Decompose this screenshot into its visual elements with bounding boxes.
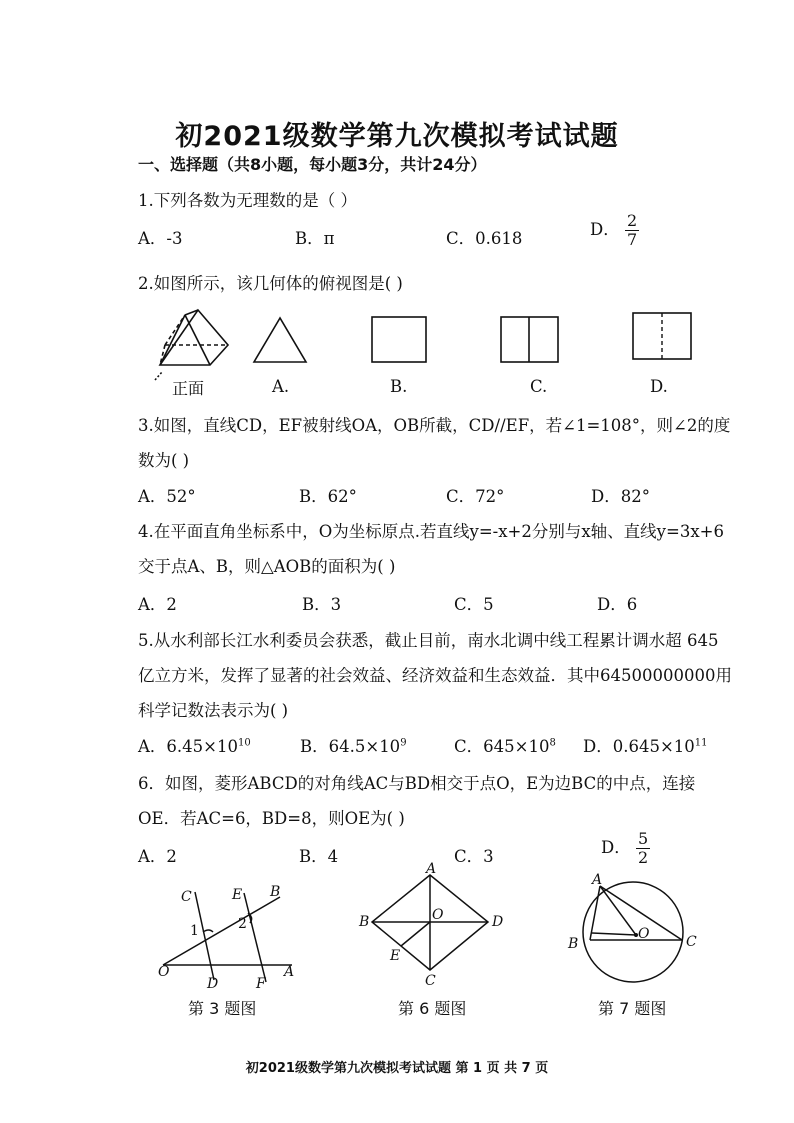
figure-6-caption: 第 6 题图 xyxy=(398,999,467,1018)
q2-option-d: D. xyxy=(650,377,668,396)
q4-option-b: B．3 xyxy=(302,595,342,614)
q6-option-d: D． $\frac{5}{2}$ xyxy=(601,829,649,867)
figure-3-caption: 第 3 题图 xyxy=(188,999,257,1018)
q3-stem-line1: 3.如图，直线CD，EF被射线OA，OB所截，CD//EF，若∠1=108°，则∠2的度 xyxy=(138,416,731,435)
q6-option-c: C．3 xyxy=(454,847,494,866)
q1-option-a: A．-3 xyxy=(138,229,183,248)
q1-stem: 1.下列各数为无理数的是（ ） xyxy=(138,191,357,210)
fig3-label-f: F xyxy=(256,976,266,992)
fig3-label-c: C xyxy=(181,889,192,905)
fig6-label-o: O xyxy=(432,907,444,923)
section-heading: 一、选择题（共8小题，每小题3分，共计24分） xyxy=(138,155,487,174)
q1-option-d: D． $\frac{2}{7}$ xyxy=(590,211,638,249)
fig3-label-d: D xyxy=(207,976,219,992)
figure-3 xyxy=(163,892,295,982)
fig7-label-c: C xyxy=(686,934,697,950)
q1-option-b: B．π xyxy=(295,229,335,248)
fig3-label-o: O xyxy=(158,964,170,980)
q6-option-a: A．2 xyxy=(138,847,177,866)
q1-option-c: C．0.618 xyxy=(446,229,523,248)
fig6-label-d: D xyxy=(492,914,504,930)
fig3-label-1: 1 xyxy=(190,923,199,939)
q4-option-a: A．2 xyxy=(138,595,177,614)
q3-option-b: B．62° xyxy=(299,487,357,506)
q2-stem: 2.如图所示，该几何体的俯视图是( ) xyxy=(138,274,403,293)
q6-option-d-fraction: $\frac{5}{2}$ xyxy=(637,829,649,867)
q3-option-a: A．52° xyxy=(138,487,196,506)
figure-7-caption: 第 7 题图 xyxy=(598,999,667,1018)
fig3-label-2: 2 xyxy=(238,916,247,932)
q3-option-c: C．72° xyxy=(446,487,505,506)
fig6-label-e: E xyxy=(390,948,401,964)
q2-option-b: B. xyxy=(390,377,408,396)
figure-7 xyxy=(583,882,683,982)
q2-option-c: C. xyxy=(530,377,548,396)
q3-stem-line2: 数为( ) xyxy=(138,451,190,470)
q5-stem-line3: 科学记数法表示为( ) xyxy=(138,701,289,720)
q4-option-c: C．5 xyxy=(454,595,494,614)
fig6-label-a: A xyxy=(426,861,437,877)
fig7-label-o: O xyxy=(638,926,650,942)
q5-option-b: B．$64.5\times 10^9$ xyxy=(300,737,407,756)
q4-stem-line2: 交于点A、B，则△AOB的面积为( ) xyxy=(138,557,396,576)
fig7-label-a: A xyxy=(592,872,603,888)
fig3-label-b: B xyxy=(270,884,281,900)
page-footer: 初2021级数学第九次模拟考试试题 第 1 页 共 7 页 xyxy=(245,1061,549,1076)
q1-option-d-fraction: $\frac{2}{7}$ xyxy=(626,211,638,249)
fig7-label-b: B xyxy=(568,936,579,952)
exam-title: 初2021级数学第九次模拟考试试题 xyxy=(175,121,619,152)
q5-stem-line2: 亿立方米，发挥了显著的社会效益、经济效益和生态效益．其中64500000000用 xyxy=(138,666,732,685)
q2-option-a: A. xyxy=(272,377,290,396)
q6-option-b: B．4 xyxy=(299,847,339,866)
q6-stem-line2: OE．若AC=6，BD=8，则OE为( ) xyxy=(138,809,405,828)
fig6-label-b: B xyxy=(359,914,370,930)
q4-option-d: D．6 xyxy=(597,595,638,614)
q5-option-d: D．$0.645\times 10^{11}$ xyxy=(583,737,708,756)
fig3-label-e: E xyxy=(232,887,243,903)
q3-option-d: D．82° xyxy=(591,487,650,506)
q6-stem-line1: 6．如图，菱形ABCD的对角线AC与BD相交于点O，E为边BC的中点，连接 xyxy=(138,774,696,793)
q4-stem-line1: 4.在平面直角坐标系中，O为坐标原点.若直线y=-x+2分别与x轴、直线y=3x+6 xyxy=(138,522,724,541)
q5-option-a: A．$6.45\times 10^{10}$ xyxy=(138,737,251,756)
q5-stem-line1: 5.从水利部长江水利委员会获悉，截止目前，南水北调中线工程累计调水超 645 xyxy=(138,631,719,650)
prism-front-label: 正面 xyxy=(172,379,205,398)
q5-option-c: C．$645\times 10^8$ xyxy=(454,737,556,756)
fig6-label-c: C xyxy=(425,973,436,989)
fig3-label-a: A xyxy=(284,964,295,980)
